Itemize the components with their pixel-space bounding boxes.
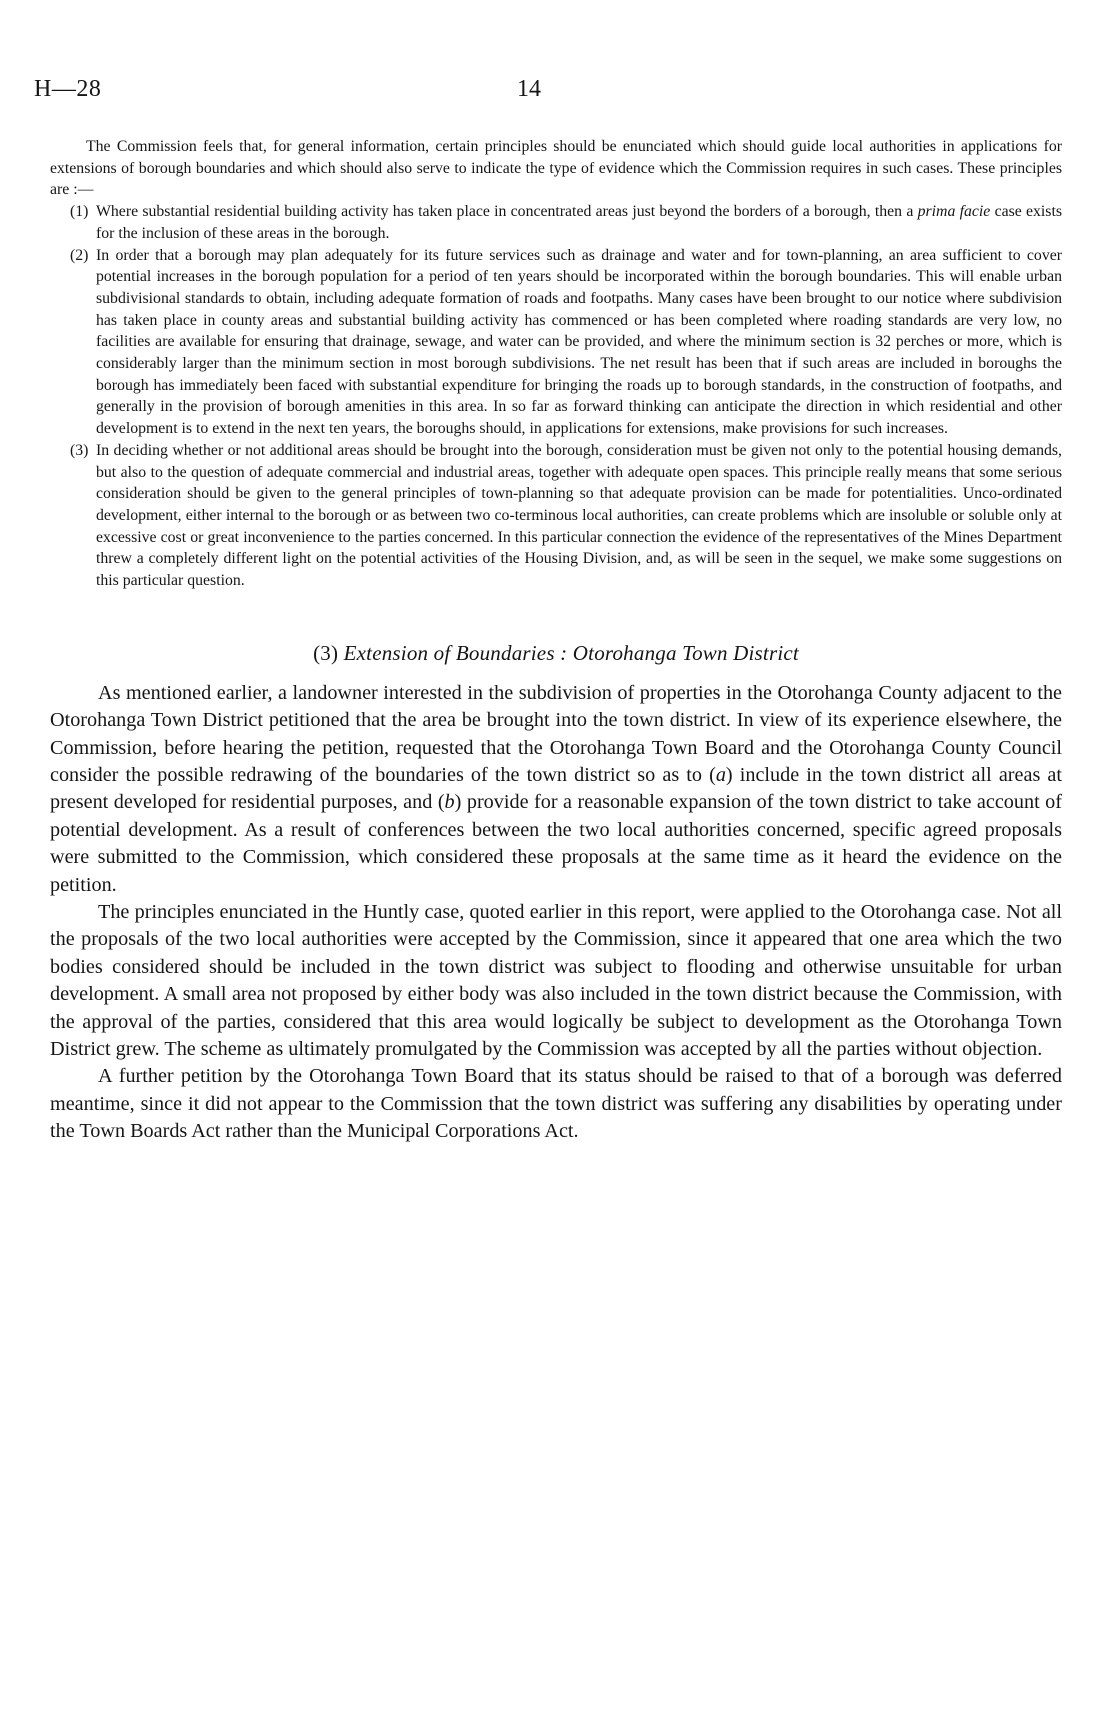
principle-text: In order that a borough may plan adequately for its future services such as drainage and water and for town-planning, an area sufficient to cover potential increases in the borough population for a period of ten years should be incorporated within the borough boundaries. This will enable urban subdivisional standards to obtain, including adequate formation of roads and footpaths. Many cases have been brought to our notice where subdivision has taken place in county areas and substantial building activity has commenced or has been completed where roading standards are very low, no facilities are available for ensuring that drainage, sewage, and water can be provided, and where the minimum section is 32 perches or more, which is considerably larger than the minimum section in most borough subdivisions. The net result has been that if such areas are included in boroughs the borough has immediately been faced with substantial expenditure for bringing the roads up to borough standards, in the construction of footpaths, and generally in the provision of borough amenities in this area. In so far as forward thinking can anticipate the direction in which residential and other development is to extend in the next ten years, the boroughs should, in applications for extensions, make provisions for such increases. <box>96 246 1062 438</box>
document-reference: H—28 <box>34 76 102 102</box>
principle-number: (1) <box>70 203 89 221</box>
principle-number: (2) <box>70 246 89 264</box>
paragraph-part: ) include in the town district all areas at present developed for residential purposes, and ( <box>50 763 1062 814</box>
list-letter: a <box>715 763 726 786</box>
section-number: (3) <box>313 640 339 665</box>
paragraph-part: As mentioned earlier, a landowner interested in the subdivision of properties in the Otorohanga County adjacent to the Otorohanga Town District petitioned that the area be brought into the town district. In view of its experience elsewhere, the Commission, before hearing the petition, requested that the Otorohanga Town Board and the Otorohanga County Council consider the possible redrawing of the boundaries of the town district so as to ( <box>50 681 1062 786</box>
principle-item <box>50 245 1062 440</box>
section-heading <box>50 640 1062 666</box>
section-paragraph: The principles enunciated in the Huntly case, quoted earlier in this report, were applied to the Otorohanga case. Not all the proposals of the two local authorities were accepted by the Commission, since it appeared that one area which the two bodies considered should be included in the town district was subject to flooding and otherwise unsuitable for urban development. A small area not proposed by either body was also included in the town district because the Commission, with the approval of the parties, considered that this area would logically be subject to development as the Otorohanga Town District grew. The scheme as ultimately promulgated by the Commission was accepted by all the parties without objection. <box>50 901 1062 1061</box>
section-paragraph <box>50 680 1062 899</box>
principle-number: (3) <box>70 441 89 459</box>
principle-text-part: case exists for the inclusion of these areas in the borough. <box>96 203 1062 242</box>
principle-item <box>50 201 1062 244</box>
principle-text: In deciding whether or not additional areas should be brought into the borough, consideration must be given not only to the potential housing demands, but also to the question of adequate commercial and industrial areas, together with adequate open spaces. This principle really means that some serious consideration should be given to the general principles of town-planning so that adequate provision can be made for potentialities. Unco-ordinated development, either internal to the borough or as between two co-terminous local authorities, can create problems which are insoluble or soluble only at excessive cost or great inconvenience to the parties concerned. In this particular connection the evidence of the representatives of the Mines Department threw a completely different light on the potential activities of the Housing Division, and, as will be seen in the sequel, we make some suggestions on this particular question. <box>96 441 1062 590</box>
principle-item <box>50 440 1062 592</box>
principle-text-part: Where substantial residential building activity has taken place in concentrated areas just beyond the borders of a borough, then a <box>96 203 918 221</box>
page-body <box>50 136 1062 1146</box>
section-body <box>50 680 1062 1146</box>
page-number: 14 <box>517 76 541 102</box>
page-header <box>34 76 1074 116</box>
list-letter: b <box>444 791 455 814</box>
intro-paragraph: The Commission feels that, for general information, certain principles should be enunciated which should guide local authorities in applications for extensions of borough boundaries and which should also serve to indicate the type of evidence which the Commission requires in such cases. These principles are :— <box>50 138 1062 199</box>
principle-text <box>0 201 1062 244</box>
principles-block <box>50 136 1062 592</box>
section-paragraph: A further petition by the Otorohanga Town Board that its status should be raised to that of a borough was deferred meantime, since it did not appear to the Commission that the town district was suffering any disabilities by operating under the Town Boards Act rather than the Municipal Corporations Act. <box>50 1065 1062 1143</box>
paragraph-part: ) provide for a reasonable expansion of the town district to take account of potential development. As a result of conferences between the two local authorities concerned, specific agreed proposals were submitted to the Commission, which considered these proposals at the same time as it heard the evidence on the petition. <box>50 791 1062 896</box>
section-title: Extension of Boundaries : Otorohanga Town District <box>343 640 799 665</box>
principle-text-italic: prima facie <box>917 203 991 221</box>
